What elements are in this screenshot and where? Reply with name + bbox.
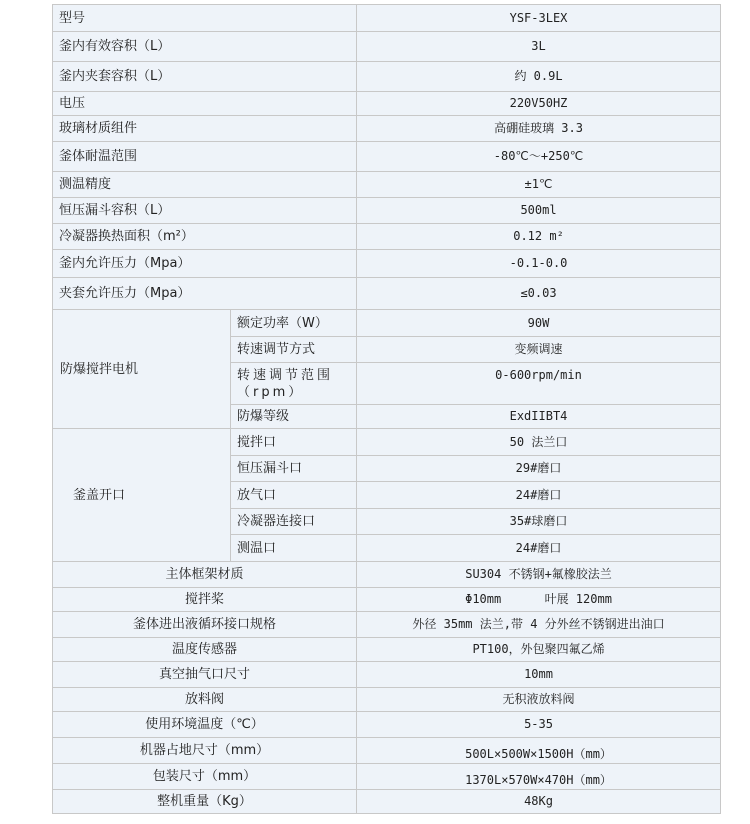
table-row — [53, 278, 721, 310]
table-row — [53, 142, 721, 172]
table-row — [53, 224, 721, 250]
row-value: 48Kg — [357, 790, 721, 814]
group-label-lid: 釜盖开口 — [53, 429, 231, 562]
row-value: SU304 不锈钢+氟橡胶法兰 — [357, 562, 721, 588]
row-value: ExdIIBT4 — [357, 405, 721, 429]
row-value: 10mm — [357, 662, 721, 688]
row-value: 500ml — [357, 198, 721, 224]
table-row — [53, 198, 721, 224]
row-label: 夹套允许压力（Mpa） — [53, 278, 357, 310]
row-value: ≤0.03 — [357, 278, 721, 310]
table-row — [53, 662, 721, 688]
row-label: 搅拌口 — [231, 429, 357, 456]
table-row — [53, 116, 721, 142]
row-value: Φ10mm 叶展 120mm — [357, 588, 721, 612]
row-value: YSF-3LEX — [357, 5, 721, 32]
row-value: 外径 35mm 法兰,带 4 分外丝不锈钢进出油口 — [357, 612, 721, 638]
row-value: ±1℃ — [357, 172, 721, 198]
table-row — [53, 764, 721, 790]
table-row — [53, 310, 721, 337]
row-label: 釜内允许压力（Mpa） — [53, 250, 357, 278]
row-label: 冷凝器连接口 — [231, 509, 357, 535]
row-value: 5-35 — [357, 712, 721, 738]
row-label: 釜体进出液循环接口规格 — [53, 612, 357, 638]
table-row — [53, 62, 721, 92]
row-label: 型号 — [53, 5, 357, 32]
row-label: 使用环境温度（℃） — [53, 712, 357, 738]
row-value: -0.1-0.0 — [357, 250, 721, 278]
row-value: PT100，外包聚四氟乙烯 — [357, 638, 721, 662]
row-label: 包装尺寸（mm） — [53, 764, 357, 790]
table-row — [53, 172, 721, 198]
row-value: 24#磨口 — [357, 482, 721, 509]
row-label: 主体框架材质 — [53, 562, 357, 588]
row-value: -80℃～+250℃ — [357, 142, 721, 172]
row-label: 整机重量（Kg） — [53, 790, 357, 814]
table-row — [53, 92, 721, 116]
row-label: 测温精度 — [53, 172, 357, 198]
table-row — [53, 429, 721, 456]
row-label: 恒压漏斗容积（L） — [53, 198, 357, 224]
table-row — [53, 738, 721, 764]
row-label: 测温口 — [231, 535, 357, 562]
row-label: 釜体耐温范围 — [53, 142, 357, 172]
group-label-motor: 防爆搅拌电机 — [53, 310, 231, 429]
row-value: 29#磨口 — [357, 456, 721, 482]
row-value: 变频调速 — [357, 337, 721, 363]
table-row — [53, 588, 721, 612]
row-value: 35#球磨口 — [357, 509, 721, 535]
table-row — [53, 5, 721, 32]
row-value: 500L×500W×1500H（mm） — [357, 738, 721, 764]
row-label: 电压 — [53, 92, 357, 116]
row-label: 转速调节方式 — [231, 337, 357, 363]
table-row — [53, 562, 721, 588]
row-label: 转速调节范围（rpm） — [231, 363, 357, 405]
row-value: 0.12 m² — [357, 224, 721, 250]
row-value: 220V50HZ — [357, 92, 721, 116]
table-row — [53, 250, 721, 278]
row-label: 冷凝器换热面积（m²） — [53, 224, 357, 250]
row-value: 无积液放料阀 — [357, 688, 721, 712]
row-label: 恒压漏斗口 — [231, 456, 357, 482]
row-label: 放料阀 — [53, 688, 357, 712]
row-value: 1370L×570W×470H（mm） — [357, 764, 721, 790]
table-row — [53, 712, 721, 738]
row-value: 约 0.9L — [357, 62, 721, 92]
table-row — [53, 688, 721, 712]
row-label: 机器占地尺寸（mm） — [53, 738, 357, 764]
row-label: 釜内有效容积（L） — [53, 32, 357, 62]
table-row — [53, 790, 721, 814]
row-label: 放气口 — [231, 482, 357, 509]
row-label: 温度传感器 — [53, 638, 357, 662]
row-label: 额定功率（W） — [231, 310, 357, 337]
row-label: 防爆等级 — [231, 405, 357, 429]
row-label: 真空抽气口尺寸 — [53, 662, 357, 688]
spec-table — [52, 4, 721, 814]
row-label: 釜内夹套容积（L） — [53, 62, 357, 92]
row-label: 玻璃材质组件 — [53, 116, 357, 142]
table-row — [53, 612, 721, 638]
row-value: 50 法兰口 — [357, 429, 721, 456]
row-value: 24#磨口 — [357, 535, 721, 562]
table-row — [53, 638, 721, 662]
table-row — [53, 32, 721, 62]
row-value: 0-600rpm/min — [357, 363, 721, 405]
row-value: 高硼硅玻璃 3.3 — [357, 116, 721, 142]
row-value: 90W — [357, 310, 721, 337]
row-label: 搅拌桨 — [53, 588, 357, 612]
row-value: 3L — [357, 32, 721, 62]
